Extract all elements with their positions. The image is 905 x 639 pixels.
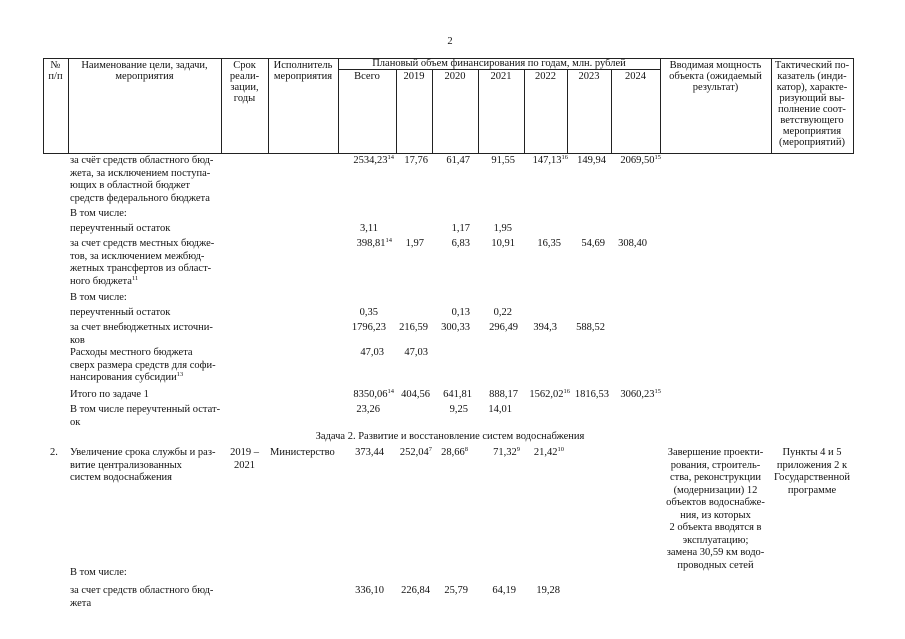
cell-2022: 21,42$^{10}$ — [533, 446, 564, 458]
row-label: за счёт средств областного бюд- жета, за исключением поступа- ющих в областной бюджет средств федерального бюджета — [70, 155, 214, 204]
cell-total: 3,11 — [360, 223, 378, 234]
header-executor: Исполнитель мероприятия — [273, 60, 333, 82]
cell-2022: 147,13$^{16}$ — [532, 154, 568, 166]
cell-2023: 149,94 — [577, 155, 606, 166]
cell-2021: 1,95 — [493, 223, 512, 234]
cell-executor: Министерство — [270, 447, 335, 458]
cell-2019: 17,76 — [404, 155, 428, 166]
cell-2023: 588,52 — [576, 322, 605, 333]
cell-2021: 0,22 — [493, 307, 512, 318]
cell-total: 1796,23 — [351, 322, 386, 333]
cell-2023: 1816,53 — [574, 389, 609, 400]
row-label: Расходы местного бюджета сверх размера средств для софи- нансирования субсидии$^{13}$ — [70, 347, 216, 383]
header-name: Наименование цели, задачи, мероприятия — [81, 60, 208, 82]
cell-total: 47,03 — [360, 347, 384, 358]
cell-2022: 1562,02$^{16}$ — [529, 388, 570, 400]
cell-2019: 404,56 — [401, 389, 430, 400]
cell-2022: 19,28 — [536, 585, 560, 596]
cell-total: 0,35 — [359, 307, 378, 318]
cell-total: 373,44 — [355, 447, 384, 458]
cell-2019: 226,84 — [401, 585, 430, 596]
cell-2021: 14,01 — [488, 404, 512, 415]
row-label: В том числе: — [70, 567, 127, 578]
row-label: переучтенный остаток — [70, 307, 171, 318]
cell-2019: 216,59 — [399, 322, 428, 333]
cell-2020: 1,17 — [451, 223, 470, 234]
header-year-2019: 2019 — [403, 71, 425, 82]
page-number: 2 — [447, 36, 453, 47]
header-year-2021: 2021 — [490, 71, 512, 82]
cell-2019: 47,03 — [404, 347, 428, 358]
header-financing: Плановый объем финансирования по годам, млн. рублей — [372, 58, 626, 69]
cell-2022: 394,3 — [533, 322, 557, 333]
cell-total: 23,26 — [356, 404, 380, 415]
cell-2021: 10,91 — [491, 238, 515, 249]
cell-total: 336,10 — [355, 585, 384, 596]
cell-2020: 25,79 — [444, 585, 468, 596]
header-year-2023: 2023 — [578, 71, 600, 82]
cell-2020: 641,81 — [443, 389, 472, 400]
row-label: за счет средств местных бюдже- тов, за исключением межбюд- жетных трансфертов из област- ного бюджета$^{11}$ — [70, 238, 215, 287]
row-label: Итого по задаче 1 — [70, 389, 149, 400]
cell-2020: 9,25 — [449, 404, 468, 415]
cell-2024: 308,40 — [618, 238, 647, 249]
row-number: 2. — [50, 447, 58, 458]
cell-2019: 1,97 — [405, 238, 424, 249]
cell-term: 2019 – 2021 — [230, 447, 259, 471]
cell-capacity: Завершение проекти- рования, строитель- ства, реконструкции (модернизации) 12 объектов водоснабже- ния, из которых 2 объекта вводятся в эксплуатацию; замена 30,59 км водо- проводных сетей — [666, 447, 765, 571]
row-label: В том числе переучтенный остат- ок — [70, 404, 221, 428]
cell-2021: 296,49 — [489, 322, 518, 333]
header-year-2024: 2024 — [625, 71, 646, 82]
row-label: за счет внебюджетных источни- ков — [70, 322, 213, 346]
cell-2021: 91,55 — [491, 155, 515, 166]
row-label: В том числе: — [70, 292, 127, 303]
cell-2020: 28,66$^8$ — [441, 446, 468, 458]
header-term: Срок реали- зации, годы — [229, 60, 260, 104]
cell-2024: 2069,50$^{15}$ — [620, 154, 661, 166]
header-year-2020: 2020 — [444, 71, 466, 82]
header-capacity: Вводимая мощность объекта (ожидаемый результат) — [669, 60, 762, 93]
cell-2021: 64,19 — [492, 585, 516, 596]
cell-2021: 71,32$^9$ — [493, 446, 520, 458]
cell-tactical: Пункты 4 и 5 приложения 2 к Государственной программе — [774, 447, 850, 496]
row-label: за счет средств областного бюд- жета — [70, 585, 214, 609]
header-year-2022: 2022 — [535, 71, 556, 82]
cell-2021: 888,17 — [489, 389, 518, 400]
cell-2024: 3060,23$^{15}$ — [620, 388, 661, 400]
row-label: В том числе: — [70, 208, 127, 219]
cell-2022: 16,35 — [537, 238, 561, 249]
cell-2023: 54,69 — [581, 238, 605, 249]
cell-2020: 0,13 — [451, 307, 470, 318]
header-num: № п/п — [48, 60, 63, 82]
cell-total: 8350,06$^{14}$ — [353, 388, 394, 400]
task-2-heading: Задача 2. Развитие и восстановление систем водоснабжения — [315, 431, 585, 442]
row-label: переучтенный остаток — [70, 223, 171, 234]
cell-2020: 300,33 — [441, 322, 470, 333]
cell-2020: 61,47 — [446, 155, 470, 166]
cell-total: 398,81$^{14}$ — [356, 237, 392, 249]
cell-total: 2534,23$^{14}$ — [353, 154, 394, 166]
cell-2020: 6,83 — [451, 238, 470, 249]
row-label: Увеличение срока службы и раз- витие централизованных систем водоснабжения — [70, 447, 216, 483]
cell-2019: 252,04$^7$ — [399, 446, 432, 458]
header-total: Всего — [354, 71, 380, 82]
header-tactical: Тактический по- казатель (инди- катор), характе- ризующий вы- полнение соот- ветствующего мероприятия (мероприятий) — [774, 60, 850, 148]
